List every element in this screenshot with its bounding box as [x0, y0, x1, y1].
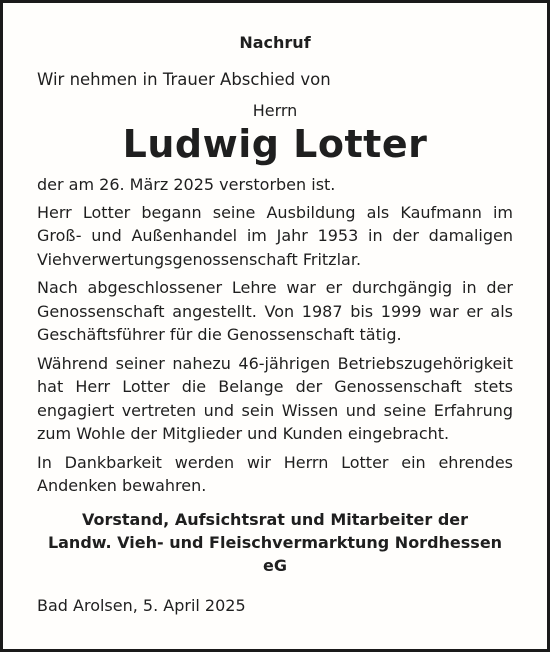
obituary-content: [37, 33, 513, 617]
paragraph-service: Während seiner nahezu 46-jährigen Betriebszugehörigkeit hat Herr Lotter die Belange der Genossenschaft stets engagiert vertreten und sein Wissen und seine Erfahrung zum Wohle der Mitglieder und Kunden eingebracht.: [37, 353, 513, 443]
intro-line: Wir nehmen in Trauer Abschied von: [37, 70, 331, 89]
salutation: Herrn: [252, 101, 298, 120]
deceased-name: Ludwig Lotter: [122, 122, 428, 166]
signers-line-2: Landw. Vieh- und Fleischvermarktung Nordhessen eG: [47, 532, 503, 575]
signers-line-1: Vorstand, Aufsichtsrat und Mitarbeiter der: [81, 509, 469, 529]
signers-block: [37, 508, 513, 577]
notice-heading: Nachruf: [239, 33, 311, 52]
paragraph-career-start: Herr Lotter begann seine Ausbildung als Kaufmann im Groß- und Außenhandel im Jahr 1953 in der damaligen Viehverwertungsgenossenschaft Fritzlar.: [37, 202, 513, 269]
paragraph-gratitude: In Dankbarkeit werden wir Herrn Lotter ein ehrendes Andenken bewahren.: [37, 452, 513, 495]
death-date-line: der am 26. März 2025 verstorben ist.: [37, 175, 336, 194]
paragraph-employment: Nach abgeschlossener Lehre war er durchgängig in der Genossenschaft angestellt. Von 1987 bis 1999 war er als Geschäftsführer für die Genossenschaft tätig.: [37, 278, 513, 344]
place-date: Bad Arolsen, 5. April 2025: [37, 595, 246, 615]
